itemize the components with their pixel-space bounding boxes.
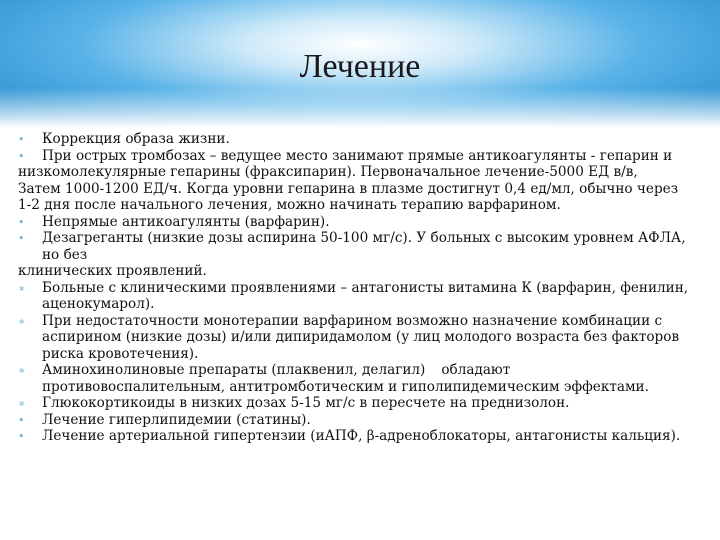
line-text: Аминохинолиновые препараты (плаквенил, делагил) — [42, 362, 426, 378]
bullet-icon: ∗ — [18, 397, 26, 410]
line-text: но без — [42, 246, 88, 263]
line-text: Лечение гиперлипидемии (статины). — [42, 411, 311, 428]
body-line — [18, 164, 706, 181]
bullet-icon: • — [18, 149, 25, 163]
bullet-icon: • — [18, 232, 25, 245]
body-line — [18, 428, 706, 445]
body-line — [18, 379, 706, 396]
body-line — [18, 362, 706, 379]
body-line — [18, 247, 706, 264]
body-line — [18, 395, 706, 412]
body-line — [18, 296, 706, 313]
body-line — [18, 148, 706, 165]
slide-body — [18, 131, 706, 445]
line-text: Лечение артериальной гипертензии (иАПФ, β-адреноблокаторы, антагонисты кальция). — [42, 428, 681, 444]
body-line — [18, 131, 706, 148]
line-text: Коррекция образа жизни. — [42, 131, 230, 147]
line-text: аспирином (низкие дозы) и/или дипиридамолом (у лиц молодого возраста без факторов — [42, 329, 680, 345]
bullet-icon: ∗ — [18, 281, 26, 295]
body-line — [18, 181, 706, 198]
bullet-icon: ∗ — [18, 314, 26, 328]
slide-title: Лечение — [299, 48, 421, 85]
line-text: обладают — [441, 362, 511, 378]
bullet-icon: • — [18, 430, 25, 443]
line-text: Непрямые антикоагулянты (варфарин). — [42, 213, 330, 230]
body-line — [18, 280, 706, 297]
body-line — [18, 412, 706, 429]
line-text: Дезагреганты (низкие дозы аспирина 50-100 мг/с). У больных с высоким уровнем АФЛА, — [42, 230, 686, 246]
body-line — [18, 230, 706, 247]
line-text: риска кровотечения). — [42, 345, 199, 362]
line-text: Больные с клиническими проявлениями – антагонисты витамина К (варфарин, фенилин, — [42, 279, 689, 296]
body-line — [18, 197, 706, 214]
line-text: При недостаточности монотерапии варфарином возможно назначение комбинации с — [42, 312, 663, 329]
line-text: противовоспалительным, антитромботическим и гиполипидемическим эффектами. — [42, 378, 649, 395]
line-text: При острых тромбозах – ведущее место занимают прямые антикоагулянты - гепарин и — [42, 147, 673, 164]
bullet-icon: • — [18, 215, 25, 229]
line-text: аценокумарол). — [42, 296, 155, 312]
line-text: Затем 1000-1200 ЕД/ч. Когда уровни гепарина в плазме достигнут 0,4 ед/мл, обычно через — [18, 180, 679, 197]
line-text: низкомолекулярные гепарины (фраксипарин). Первоначальное лечение-5000 ЕД в/в, — [18, 164, 638, 180]
title-background-fade — [0, 88, 720, 128]
bullet-icon: ∗ — [18, 364, 26, 377]
body-line — [18, 346, 706, 363]
body-line — [18, 263, 706, 280]
bullet-icon: • — [18, 133, 25, 146]
line-text: клинических проявлений. — [18, 263, 207, 279]
body-line — [18, 313, 706, 330]
line-text: 1-2 дня после начального лечения, можно начинать терапию варфарином. — [18, 197, 561, 213]
body-line — [18, 329, 706, 346]
bullet-icon: • — [18, 413, 25, 427]
body-line — [18, 214, 706, 231]
line-text: Глюкокортикоиды в низких дозах 5-15 мг/с в пересчете на преднизолон. — [42, 395, 570, 411]
